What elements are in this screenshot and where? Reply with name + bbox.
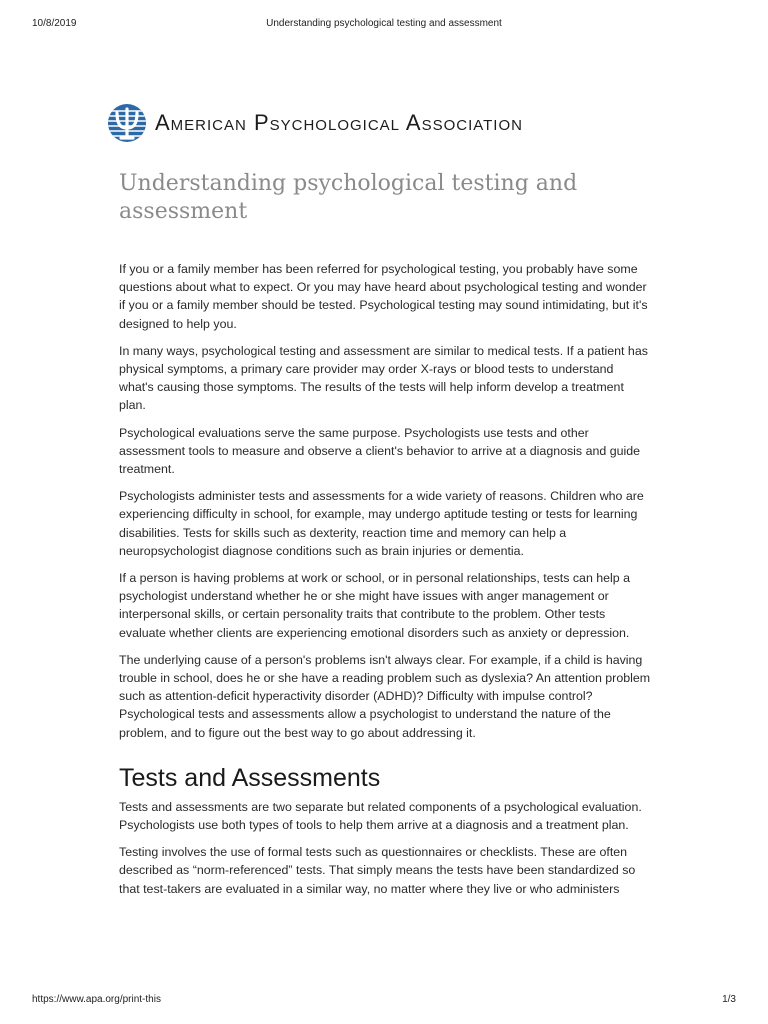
article-paragraph: Psychological evaluations serve the same purpose. Psychologists use tests and other assessment tools to measure and observe a client's behavior to arrive at a diagnosis and guide treatment. bbox=[119, 425, 641, 477]
page-title: Understanding psychological testing and assessment bbox=[119, 171, 578, 224]
print-footer bbox=[32, 994, 736, 1008]
print-date: 10/8/2019 bbox=[32, 18, 77, 29]
section-heading-tests: Tests and Assessments bbox=[119, 763, 381, 792]
article-paragraph: If you or a family member has been referred for psychological testing, you probably have some questions about what to expect. Or you may have heard about psychological testing and wonder if you or a family member should be tested. Psychological testing may sound intimidating, but it's designed to help you. bbox=[119, 262, 648, 331]
page-number: 1/3 bbox=[722, 994, 736, 1005]
article bbox=[119, 170, 651, 907]
article-paragraph: If a person is having problems at work or school, or in personal relationships, tests can help a psychologist understand whether he or she might have issues with anger management or interpersonal skills, or certain personality traits that contribute to the problem. Other tests evaluate whether clients are experiencing emotional disorders such as anxiety or depression. bbox=[119, 571, 631, 640]
article-paragraph: The underlying cause of a person's problems isn't always clear. For example, if a child is having trouble in school, does he or she have a reading problem such as dyslexia? An attention problem such as attention-deficit hyperactivity disorder (ADHD)? Difficulty with impulse control? Psychological tests and assessments allow a psychologist to understand the nature of the problem, and to figure out the best way to go about addressing it. bbox=[119, 652, 651, 740]
apa-logo[interactable] bbox=[107, 100, 647, 146]
section-paragraph: Testing involves the use of formal tests such as questionnaires or checklists. These are often described as “norm-referenced” tests. That simply means the tests have been standardized so that test-takers are evaluated in a similar way, no matter where they live or who administers bbox=[119, 845, 636, 896]
article-paragraph: In many ways, psychological testing and assessment are similar to medical tests. If a patient has physical symptoms, a primary care provider may order X-rays or blood tests to understand what's causing those symptoms. The results of the tests will help inform develop a treatment plan. bbox=[119, 343, 648, 413]
section-paragraph: Tests and assessments are two separate but related components of a psychological evaluation. Psychologists use both types of tools to help them arrive at a diagnosis and a treatment plan. bbox=[119, 799, 642, 833]
psi-globe-icon bbox=[107, 103, 147, 143]
article-paragraph: Psychologists administer tests and assessments for a wide variety of reasons. Children who are experiencing difficulty in school, for example, may undergo aptitude testing or tests for learning disabilities. Tests for skills such as dexterity, reaction time and memory can help a neuropsychologist diagnose conditions such as brain injuries or dementia. bbox=[119, 489, 644, 558]
print-header bbox=[32, 18, 736, 32]
logo-text: American Psychological Association bbox=[155, 110, 523, 135]
print-url[interactable]: https://www.apa.org/print-this bbox=[32, 994, 161, 1005]
print-doc-title: Understanding psychological testing and assessment bbox=[266, 18, 502, 29]
